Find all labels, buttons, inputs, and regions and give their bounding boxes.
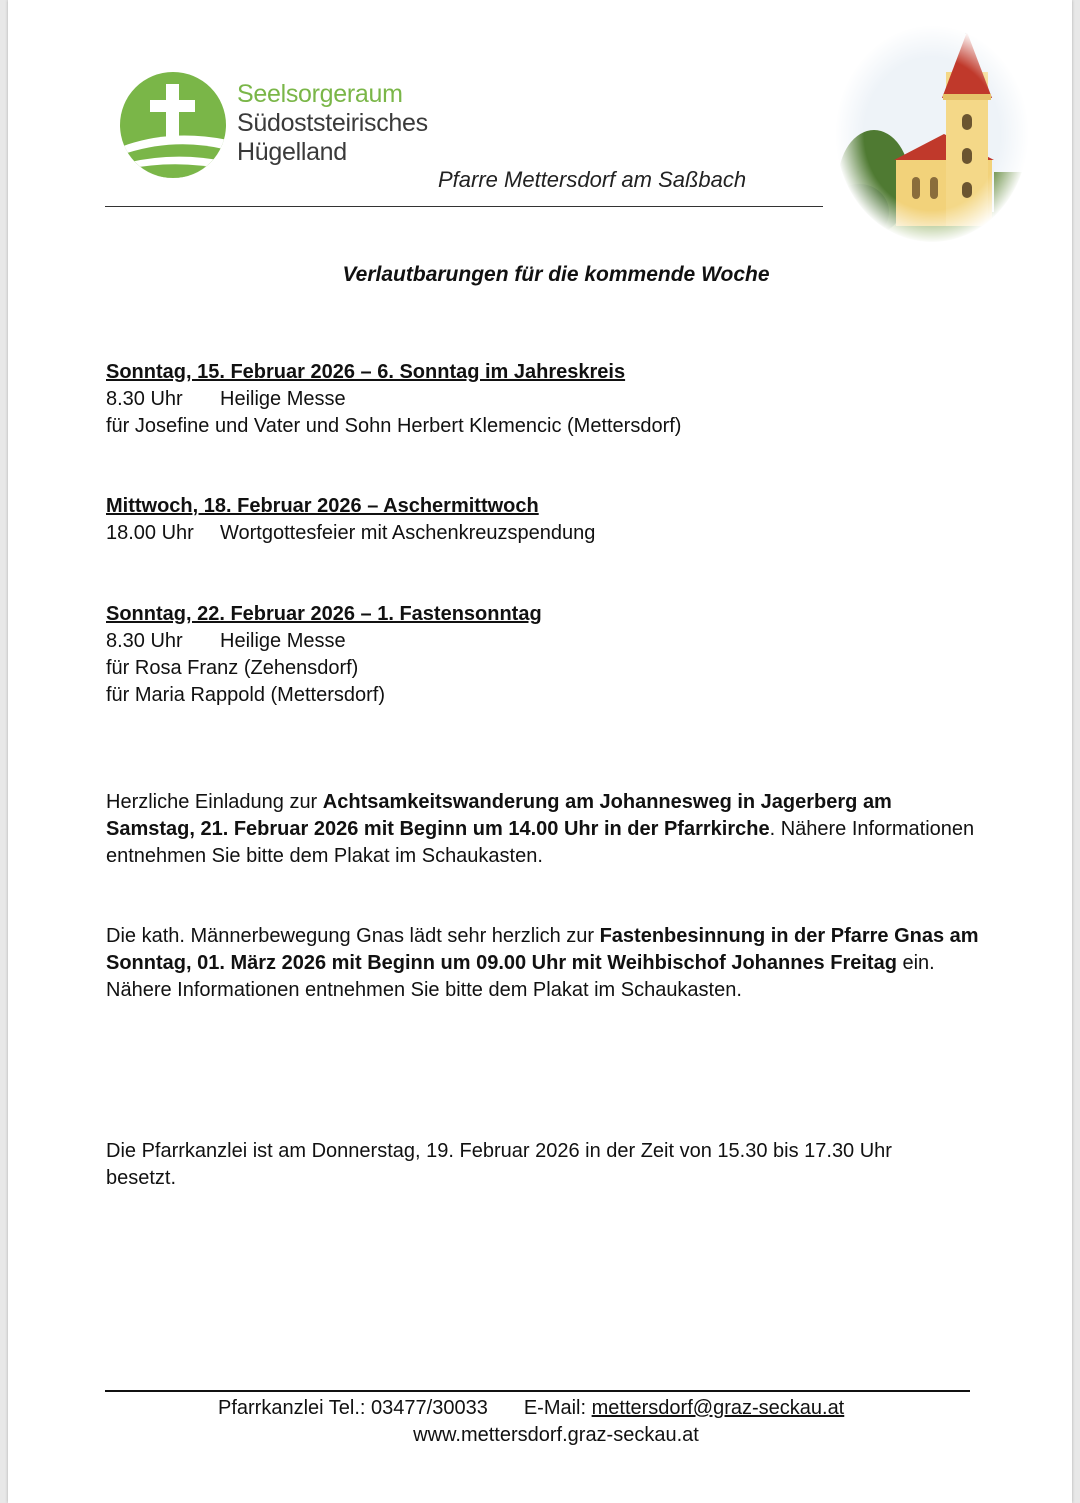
event-block [106,601,542,709]
event-time: 8.30 Uhr [106,630,183,652]
footer-divider [105,1390,970,1392]
event-block [106,493,595,547]
logo-line-2: Südoststeirisches [237,109,428,137]
event-time-row [106,520,595,547]
logo-wordmark [237,80,428,167]
logo-line-1: Seelsorgeraum [237,80,403,108]
footer-email-label: E-Mail: [523,1397,587,1419]
event-heading: Sonntag, 22. Februar 2026 – 1. Fastensonntag [106,603,542,625]
logo-line-3: Hügelland [237,138,347,166]
notice-text: Die kath. Männerbewegung Gnas lädt sehr herzlich zur [106,925,600,947]
footer-contact [218,1395,844,1421]
event-heading: Sonntag, 15. Februar 2026 – 6. Sonntag im Jahreskreis [106,361,626,383]
notice-text: ein. Nähere Informationen entnehmen Sie bitte dem Plakat im Schaukasten. [106,952,935,1001]
cross-hills-logo-icon [118,70,228,180]
event-intention: für Rosa Franz (Zehensdorf) [106,657,359,679]
notice-bold: Fastenbesinnung in der Pfarre Gnas am Sonntag, 01. März 2026 mit Beginn um 09.00 Uhr mit Weihbischof Johannes Freitag [106,925,979,974]
event-time-row [106,386,681,413]
event-intention: für Maria Rappold (Mettersdorf) [106,684,385,706]
footer-website[interactable]: www.mettersdorf.graz-seckau.at [413,1424,699,1446]
event-block [106,359,681,440]
event-desc: Heilige Messe [220,388,346,410]
notice-text: Herzliche Einladung zur [106,791,323,813]
notice-hike [106,789,986,870]
event-intention: für Josefine und Vater und Sohn Herbert Klemencic (Mettersdorf) [106,415,682,437]
event-desc: Wortgottesfeier mit Aschenkreuzspendung [220,522,596,544]
document-page [8,0,1072,1503]
event-time-row [106,628,542,655]
header-divider [105,206,823,207]
event-heading: Mittwoch, 18. Februar 2026 – Aschermittwoch [106,495,539,517]
notice-text: . Nähere Informationen entnehmen Sie bitte dem Plakat im Schaukasten. [106,818,975,867]
event-time: 18.00 Uhr [106,522,194,544]
page-title: Verlautbarungen für die kommende Woche [342,263,770,286]
notice-lent-reflection [106,923,986,1004]
church-photo-icon [834,22,1030,244]
notice-office-hours: Die Pfarrkanzlei ist am Donnerstag, 19. Februar 2026 in der Zeit von 15.30 bis 17.30 Uhr besetzt. [106,1140,892,1189]
event-time: 8.30 Uhr [106,388,183,410]
parish-name: Pfarre Mettersdorf am Saßbach [438,167,747,192]
notice-bold: Achtsamkeitswanderung am Johannesweg in Jagerberg am Samstag, 21. Februar 2026 mit Beginn um 14.00 Uhr in der Pfarrkirche [106,791,892,840]
footer-phone: Pfarrkanzlei Tel.: 03477/30033 [218,1397,488,1419]
event-desc: Heilige Messe [220,630,346,652]
footer-email-link[interactable]: mettersdorf@graz-seckau.at [591,1397,845,1419]
